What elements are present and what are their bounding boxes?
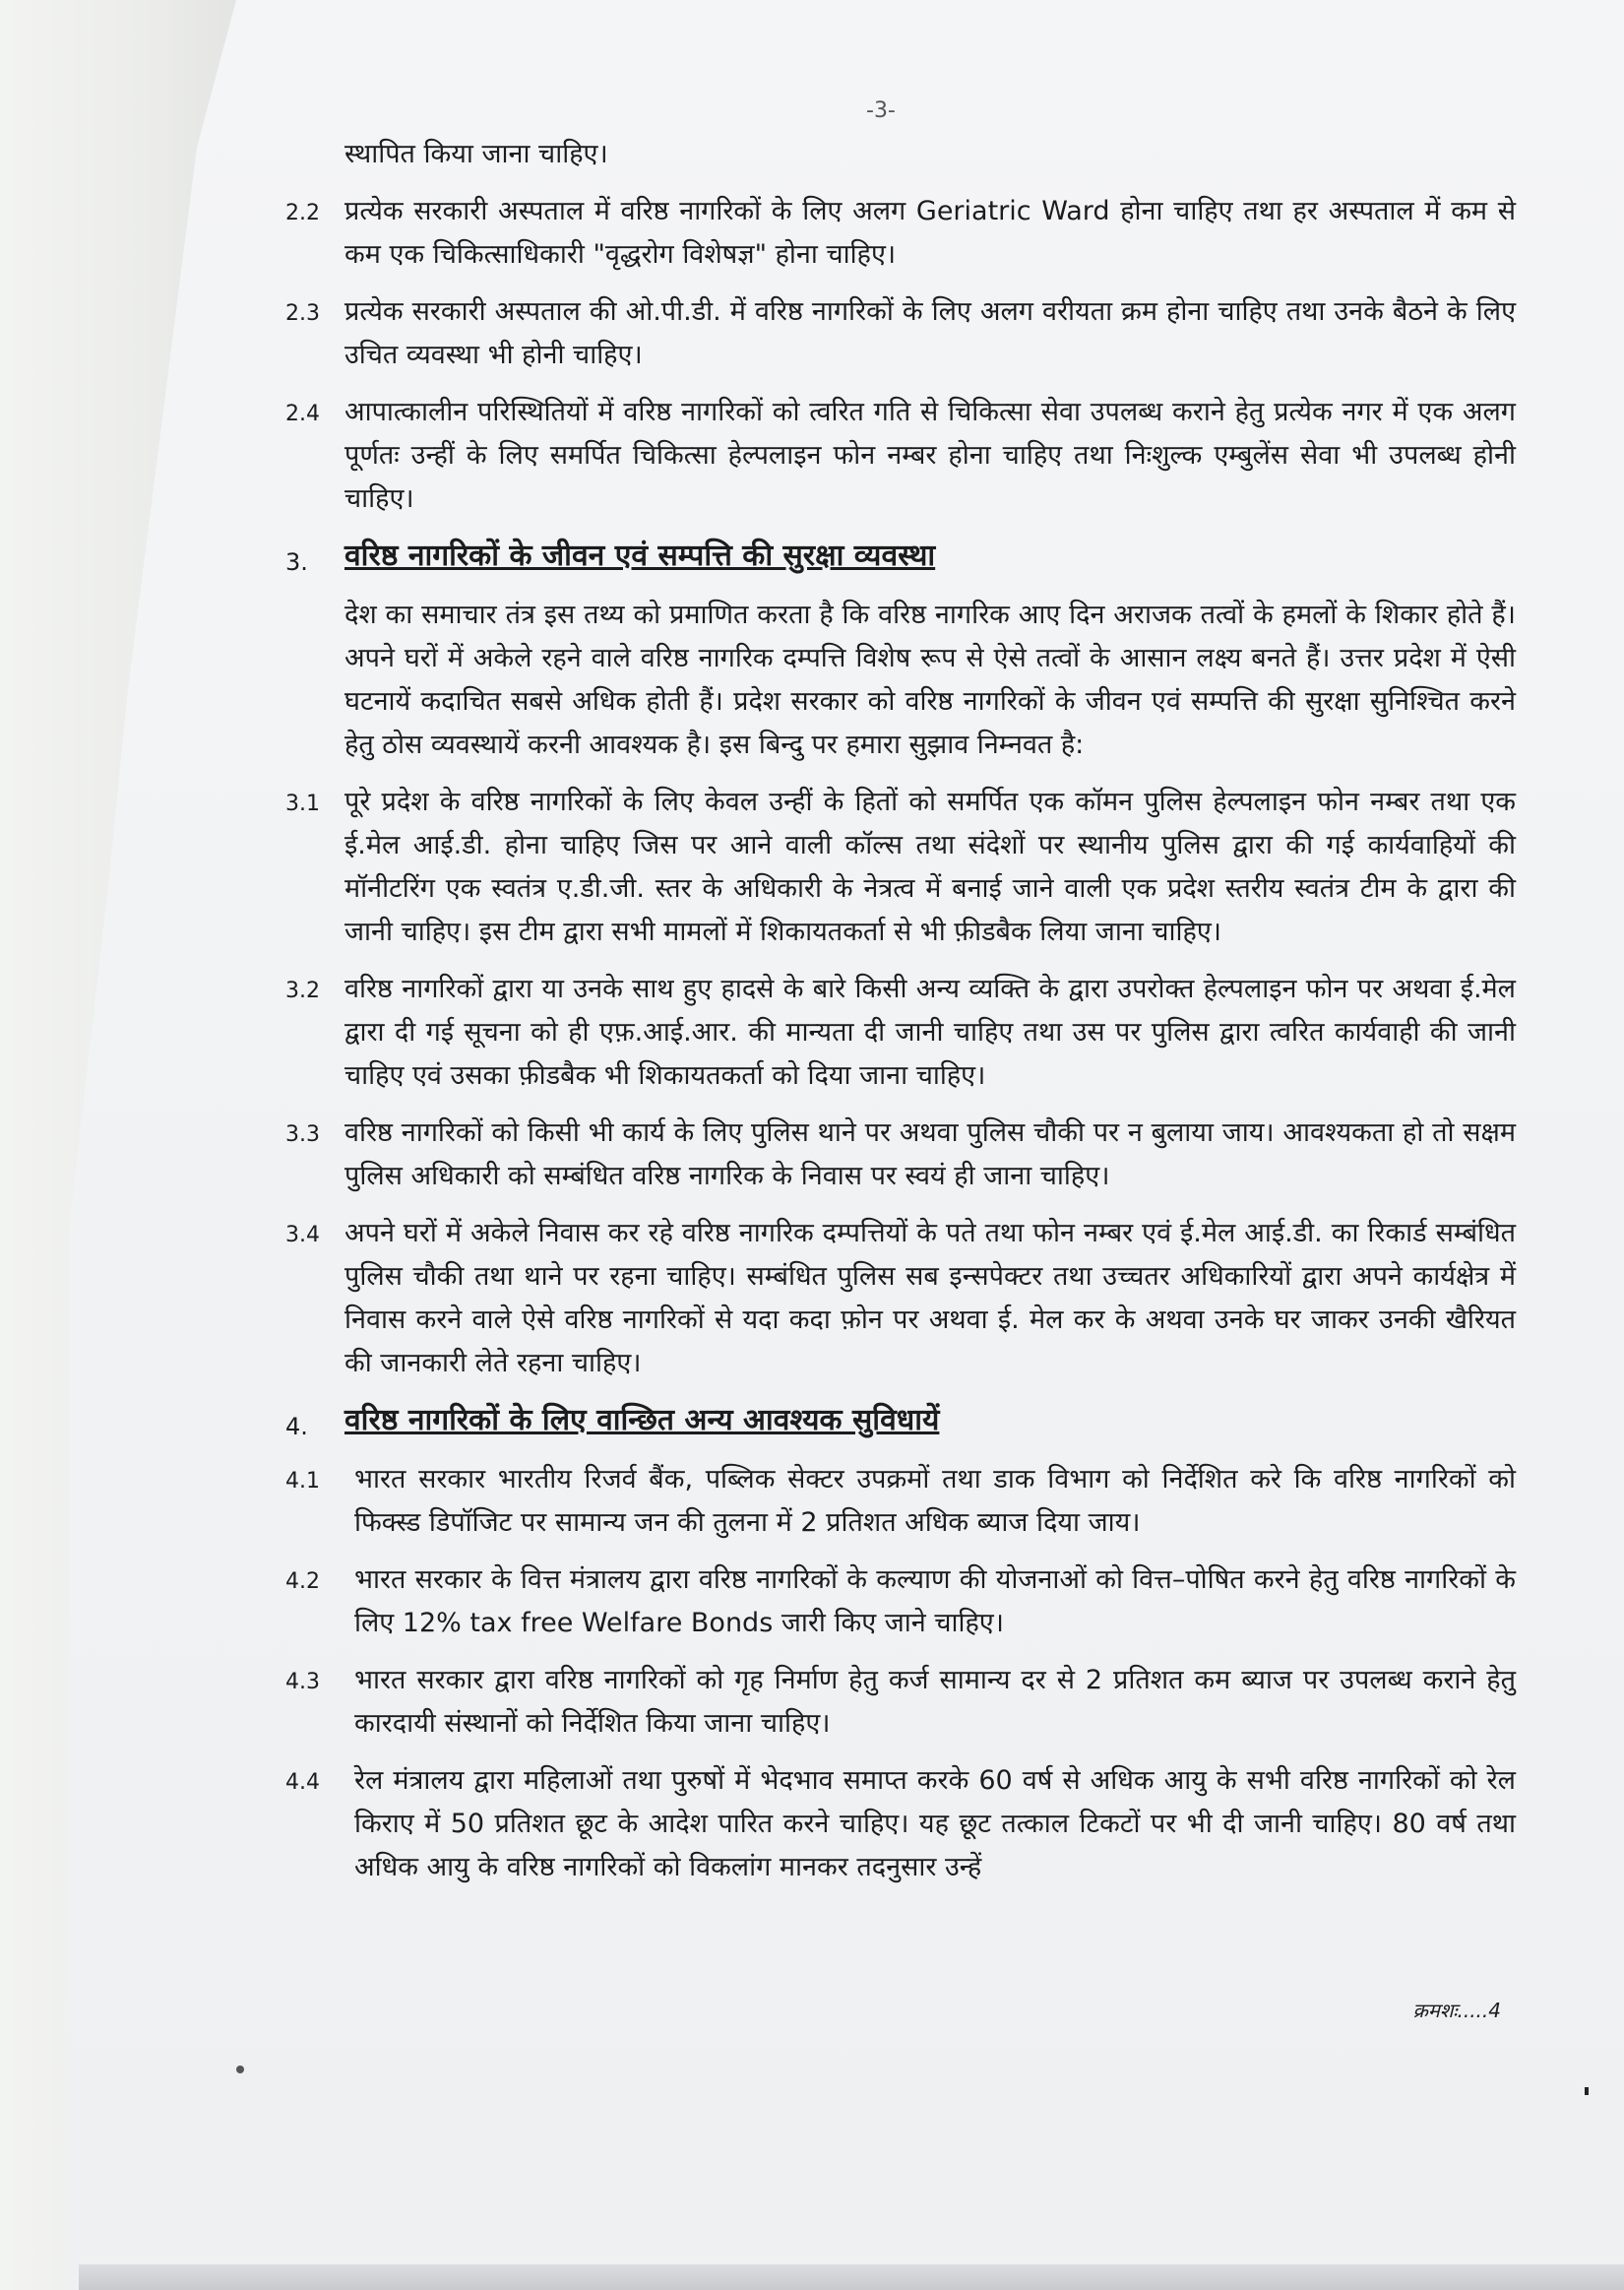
section-2-items [285, 190, 1516, 521]
numbered-paragraph [285, 1112, 1516, 1198]
numbered-paragraph [285, 968, 1516, 1098]
section-title: वरिष्ठ नागरिकों के लिए वान्छित अन्य आवश्यक सुविधायें [344, 1403, 940, 1437]
section-3-intro: देश का समाचार तंत्र इस तथ्य को प्रमाणित करता है कि वरिष्ठ नागरिक आए दिन अराजक तत्वों के हमलों के शिकार होते हैं। अपने घरों में अकेले रहने वाले वरिष्ठ नागरिक दम्पत्ति विशेष रूप से ऐसे तत्वों के आसान लक्ष्य बनते हैं। उत्तर प्रदेश में ऐसी घटनायें कदाचित सबसे अधिक होती हैं। प्रदेश सरकार को वरिष्ठ नागरिकों के जीवन एवं सम्पत्ति की सुरक्षा सुनिश्चित करने हेतु ठोस व्यवस्थायें करनी आवश्यक है। इस बिन्दु पर हमारा सुझाव निम्नवत है: [344, 600, 1516, 760]
paragraph-number: 2.2 [285, 201, 320, 225]
paragraph-text: वरिष्ठ नागरिकों को किसी भी कार्य के लिए पुलिस थाने पर अथवा पुलिस चौकी पर न बुलाया जाय। आवश्यकता हो तो सक्षम पुलिस अधिकारी को सम्बंधित वरिष्ठ नागरिक के निवास पर स्वयं ही जाना चाहिए। [344, 1117, 1516, 1191]
paragraph-text: वरिष्ठ नागरिकों द्वारा या उनके साथ हुए हादसे के बारे किसी अन्य व्यक्ति के द्वारा उपरोक्त हेल्पलाइन फोन पर अथवा ई.मेल द्वारा दी गई सूचना को ही एफ़.आई.आर. की मान्यता दी जानी चाहिए तथा उस पर पुलिस द्वारा त्वरित कार्यवाही की जानी चाहिए एवं उसका फ़ीडबैक भी शिकायतकर्ता को दिया जाना चाहिए। [344, 974, 1516, 1091]
numbered-paragraph [285, 781, 1516, 954]
numbered-paragraph [285, 290, 1516, 377]
paragraph-number: 3.2 [285, 979, 320, 1003]
paragraph-text: भारत सरकार के वित्त मंत्रालय द्वारा वरिष्ठ नागरिकों के कल्याण की योजनाओं को वित्त–पोषित करने हेतु वरिष्ठ नागरिकों के लिए 12% tax free Welfare Bonds जारी किए जाने चाहिए। [354, 1564, 1516, 1638]
paragraph-number: 2.3 [285, 301, 320, 326]
scan-speck [236, 2066, 244, 2073]
paragraph-text: प्रत्येक सरकारी अस्पताल की ओ.पी.डी. में वरिष्ठ नागरिकों के लिए अलग वरीयता क्रम होना चाहिए तथा उनके बैठने के लिए उचित व्यवस्था भी होनी चाहिए। [344, 296, 1516, 370]
scan-bottom-edge [79, 2264, 1624, 2290]
lead-line: स्थापित किया जाना चाहिए। [344, 139, 608, 169]
document-body [285, 133, 1516, 1903]
section-number: 4. [285, 1413, 308, 1440]
section-number: 3. [285, 548, 308, 576]
continuation-mark: क्रमशः.....4 [1412, 1999, 1501, 2022]
paragraph-text: आपात्कालीन परिस्थितियों में वरिष्ठ नागरिकों को त्वरित गति से चिकित्सा सेवा उपलब्ध कराने हेतु प्रत्येक नगर में एक अलग पूर्णतः उन्हीं के लिए समर्पित चिकित्सा हेल्पलाइन फोन नम्बर होना चाहिए तथा निःशुल्क एम्बुलेंस सेवा भी उपलब्ध होनी चाहिए। [344, 397, 1516, 514]
paragraph-number: 4.4 [285, 1770, 320, 1795]
section-4-items [285, 1458, 1516, 1889]
numbered-paragraph [285, 1659, 1516, 1746]
paragraph-text: पूरे प्रदेश के वरिष्ठ नागरिकों के लिए केवल उन्हीं के हितों को समर्पित एक कॉमन पुलिस हेल्पलाइन फोन नम्बर तथा एक ई.मेल आई.डी. होना चाहिए जिस पर आने वाली कॉल्स तथा संदेशों पर स्थानीय पुलिस द्वारा की गई कार्यवाहियों की मॉनीटरिंग एक स्वतंत्र ए.डी.जी. स्तर के अधिकारी के नेत्रत्व में बनाई जाने वाली एक प्रदेश स्तरीय स्वतंत्र टीम के द्वारा की जानी चाहिए। इस टीम द्वारा सभी मामलों में शिकायतकर्ता से भी फ़ीडबैक लिया जाना चाहिए। [344, 787, 1516, 947]
section-3-heading [285, 535, 1516, 584]
numbered-paragraph [285, 1759, 1516, 1889]
numbered-paragraph [285, 391, 1516, 521]
paragraph-number: 4.1 [285, 1469, 320, 1494]
paragraph-text: भारत सरकार भारतीय रिजर्व बैंक, पब्लिक सेक्टर उपक्रमों तथा डाक विभाग को निर्देशित करे कि वरिष्ठ नागरिकों को फिक्स्ड डिपॉजिट पर सामान्य जन की तुलना में 2 प्रतिशत अधिक ब्याज दिया जाय। [354, 1464, 1516, 1538]
section-title: वरिष्ठ नागरिकों के जीवन एवं सम्पत्ति की सुरक्षा व्यवस्था [344, 539, 936, 573]
section-4-heading [285, 1399, 1516, 1448]
numbered-paragraph [285, 190, 1516, 277]
scan-speck [1585, 2087, 1589, 2095]
section-3-items [285, 781, 1516, 1385]
paragraph-text: अपने घरों में अकेले निवास कर रहे वरिष्ठ नागरिक दम्पत्तियों के पते तथा फोन नम्बर एवं ई.मेल आई.डी. का रिकार्ड सम्बंधित पुलिस चौकी तथा थाने पर रहना चाहिए। सम्बंधित पुलिस सब इन्सपेक्टर तथा उच्चतर अधिकारियों द्वारा अपने कार्यक्षेत्र में निवास करने वाले ऐसे वरिष्ठ नागरिकों से यदा कदा फ़ोन पर अथवा ई. मेल कर के अथवा उनके घर जाकर उनकी खैरियत की जानकारी लेते रहना चाहिए। [344, 1218, 1516, 1378]
paragraph-number: 2.4 [285, 402, 320, 426]
numbered-paragraph [285, 1458, 1516, 1545]
numbered-paragraph [285, 1212, 1516, 1385]
paragraph-number: 4.2 [285, 1569, 320, 1594]
numbered-paragraph [285, 1558, 1516, 1645]
paragraph-number: 3.1 [285, 792, 320, 816]
page-number: -3- [866, 98, 896, 123]
paragraph-text: प्रत्येक सरकारी अस्पताल में वरिष्ठ नागरिकों के लिए अलग Geriatric Ward होना चाहिए तथा हर अस्पताल में कम से कम एक चिकित्साधिकारी "वृद्धरोग विशेषज्ञ" होना चाहिए। [344, 196, 1516, 270]
paragraph-number: 3.3 [285, 1122, 320, 1147]
paragraph-text: भारत सरकार द्वारा वरिष्ठ नागरिकों को गृह निर्माण हेतु कर्ज सामान्य दर से 2 प्रतिशत कम ब्याज पर उपलब्ध कराने हेतु कारदायी संस्थानों को निर्देशित किया जाना चाहिए। [354, 1665, 1516, 1739]
paragraph-number: 4.3 [285, 1670, 320, 1694]
paragraph-text: रेल मंत्रालय द्वारा महिलाओं तथा पुरुषों में भेदभाव समाप्त करके 60 वर्ष से अधिक आयु के सभी वरिष्ठ नागरिकों को रेल किराए में 50 प्रतिशत छूट के आदेश पारित करने चाहिए। यह छूट तत्काल टिकटों पर भी दी जानी चाहिए। 80 वर्ष तथा अधिक आयु के वरिष्ठ नागरिकों को विकलांग मानकर तदनुसार उन्हें [354, 1765, 1516, 1882]
paragraph-number: 3.4 [285, 1223, 320, 1247]
